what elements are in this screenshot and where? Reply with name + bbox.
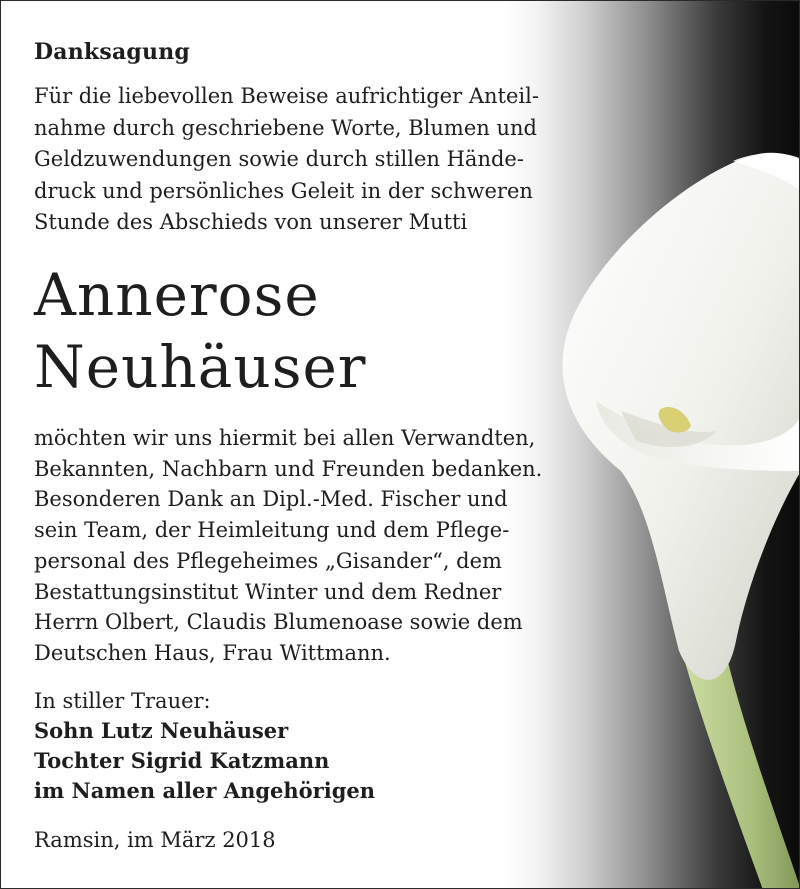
intro-line: Geldzuwendungen sowie durch stillen Hände- (34, 147, 524, 171)
thanks-line: Herrn Olbert, Claudis Blumenoase sowie dem (34, 610, 523, 635)
thanks-line: Bestattungsinstitut Winter und dem Redner (34, 579, 502, 604)
intro-paragraph (34, 81, 594, 239)
notice-heading: Danksagung (34, 39, 190, 65)
intro-line: nahme durch geschriebene Worte, Blumen und (34, 115, 537, 140)
deceased-last-name: Neuhäuser (34, 333, 367, 401)
thanks-line: personal des Pflegeheimes „Gisander“, dem (34, 548, 502, 573)
thanks-line: möchten wir uns hiermit bei allen Verwandten, (34, 426, 536, 450)
thanks-line: Besonderen Dank an Dipl.-Med. Fischer und (34, 487, 508, 512)
intro-line: Stunde des Abschieds von unserer Mutti (34, 210, 468, 234)
mourner-name: Sohn Lutz Neuhäuser (34, 718, 289, 743)
thanks-line: sein Team, der Heimleitung und dem Pflege- (34, 518, 510, 543)
thanks-line: Deutschen Haus, Frau Wittmann. (34, 640, 391, 665)
place-date: Ramsin, im März 2018 (34, 828, 276, 852)
intro-line: druck und persönliches Geleit in der schweren (34, 178, 533, 203)
mourning-intro: In stiller Trauer: (34, 689, 211, 713)
intro-line: Für die liebevollen Beweise aufrichtiger Anteil- (34, 84, 539, 108)
deceased-name (34, 259, 367, 403)
thanks-line: Bekannten, Nachbarn und Freunden bedanken. (34, 456, 543, 481)
thanks-paragraph (34, 423, 604, 669)
mourner-name: im Namen aller Angehörigen (34, 778, 376, 803)
deceased-first-name: Annerose (34, 261, 320, 329)
mourners-block (34, 686, 375, 806)
mourner-name: Tochter Sigrid Katzmann (34, 748, 330, 773)
